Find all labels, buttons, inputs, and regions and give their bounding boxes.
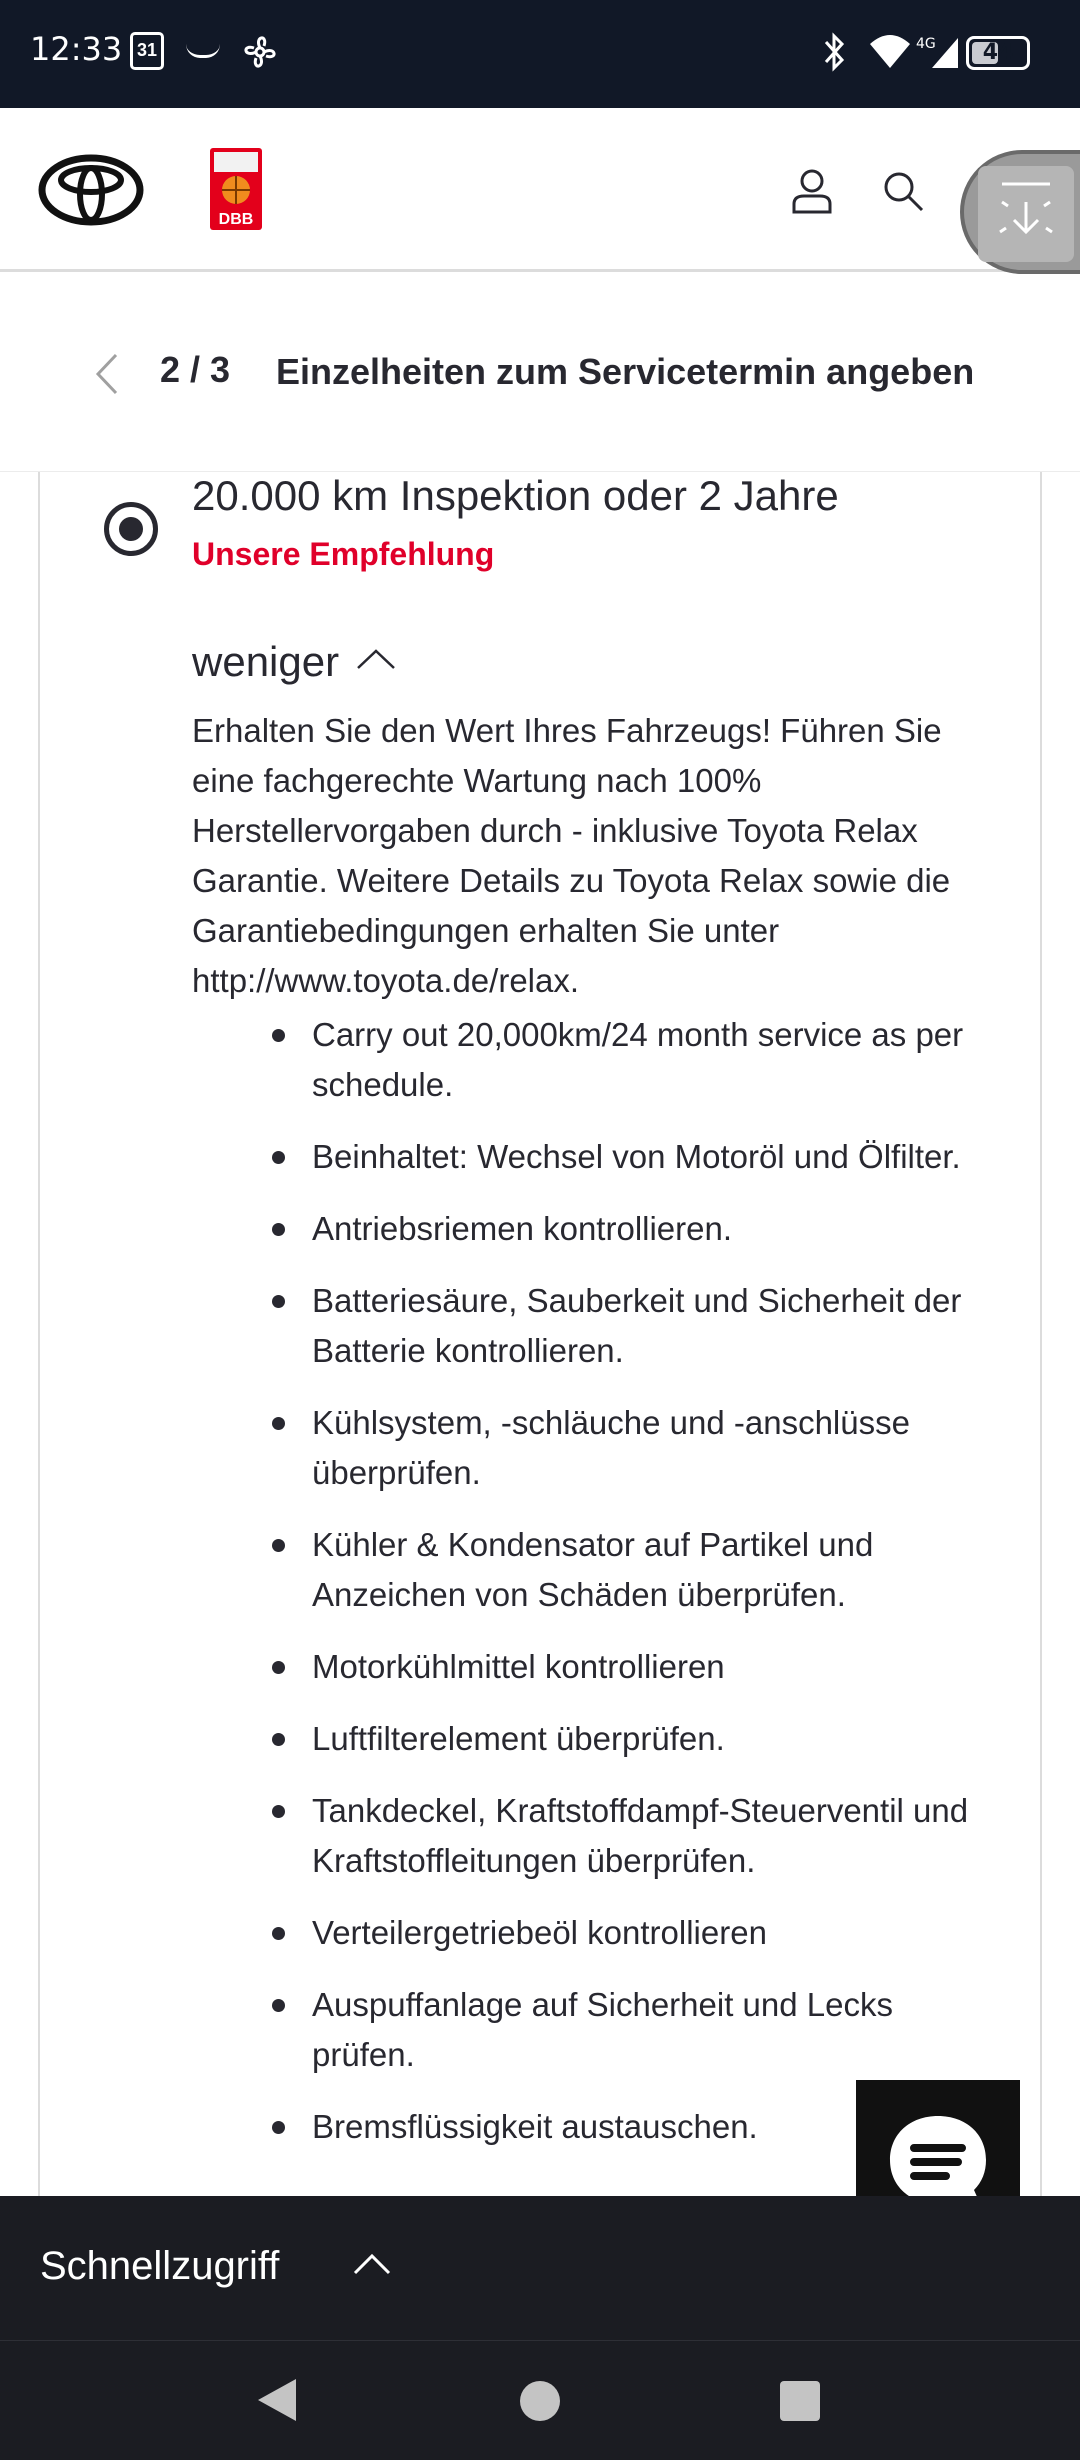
collapse-link[interactable]: weniger (192, 638, 340, 685)
status-bar (0, 0, 1080, 108)
list-item: Beinhaltet: Wechsel von Motoröl und Ölfilter. (192, 1132, 1002, 1182)
nav-recents-icon[interactable] (780, 2381, 820, 2421)
list-item: Kühler & Kondensator auf Partikel und Anzeichen von Schäden überprüfen. (192, 1520, 1002, 1620)
option-title[interactable]: 20.000 km Inspektion oder 2 Jahre (192, 472, 839, 519)
back-chevron-icon[interactable] (92, 351, 122, 397)
service-items-list (192, 1010, 1002, 2174)
option-radio[interactable] (104, 502, 158, 556)
signal-icon (930, 32, 960, 72)
search-icon[interactable] (882, 170, 924, 212)
menu-button[interactable] (960, 150, 1080, 274)
smile-icon (186, 44, 220, 58)
list-item: Verteilergetriebeöl kontrollieren (192, 1908, 1002, 1958)
list-item: Carry out 20,000km/24 month service as per schedule. (192, 1010, 1002, 1110)
list-item: Kühlsystem, -schläuche und -anschlüsse überprüfen. (192, 1398, 1002, 1498)
menu-overlay (978, 166, 1074, 262)
chevron-up-icon[interactable] (356, 648, 396, 670)
quick-access-bar[interactable] (0, 2196, 1080, 2340)
toyota-logo[interactable] (38, 154, 144, 226)
user-icon[interactable] (790, 168, 834, 214)
status-time: 12:33 (30, 30, 123, 68)
option-description: Erhalten Sie den Wert Ihres Fahrzeugs! Führen Sie eine fachgerechte Wartung nach 100% Herstellervorgaben durch - inklusive Toyota Relax Garantie. Weitere Details zu Toyota Relax sowie die Garantiebedingungen erhalten Sie unter http://www.toyota.de/relax. (192, 712, 951, 999)
list-item: Auspuffanlage auf Sicherheit und Lecks prüfen. (192, 1980, 1002, 2080)
bluetooth-icon (822, 32, 848, 72)
radio-selected-dot (119, 517, 143, 541)
menu-icon (978, 166, 1074, 262)
list-item: Motorkühlmittel kontrollieren (192, 1642, 1002, 1692)
list-item: Luftfilterelement überprüfen. (192, 1714, 1002, 1764)
list-item: Antriebsriemen kontrollieren. (192, 1204, 1002, 1254)
service-option-card (38, 472, 1042, 2196)
fan-icon (240, 32, 280, 72)
nav-home-icon[interactable] (520, 2381, 560, 2421)
network-label: 4G (916, 36, 936, 52)
list-item: Batteriesäure, Sauberkeit und Sicherheit der Batterie kontrollieren. (192, 1276, 1002, 1376)
step-title: Einzelheiten zum Servicetermin angeben (276, 351, 975, 392)
calendar-icon: 31 (130, 32, 164, 70)
battery-icon (966, 36, 1030, 70)
dbb-logo-text: DBB (218, 211, 254, 228)
wifi-icon (868, 32, 912, 72)
list-item: Bremsflüssigkeit austauschen. (192, 2102, 1002, 2152)
nav-back-icon[interactable] (256, 2377, 298, 2423)
site-header (0, 108, 1080, 272)
battery-level: 44 (982, 40, 1014, 65)
list-item: Tankdeckel, Kraftstoffdampf-Steuerventil und Kraftstoffleitungen überprüfen. (192, 1786, 1002, 1886)
step-header (0, 275, 1080, 472)
recommendation-badge: Unsere Empfehlung (192, 536, 495, 572)
system-nav-bar (0, 2340, 1080, 2460)
step-counter: 2 / 3 (160, 349, 231, 390)
chevron-up-icon[interactable] (352, 2252, 392, 2276)
quick-access-label[interactable]: Schnellzugriff (40, 2244, 280, 2288)
dbb-logo[interactable] (210, 148, 262, 230)
